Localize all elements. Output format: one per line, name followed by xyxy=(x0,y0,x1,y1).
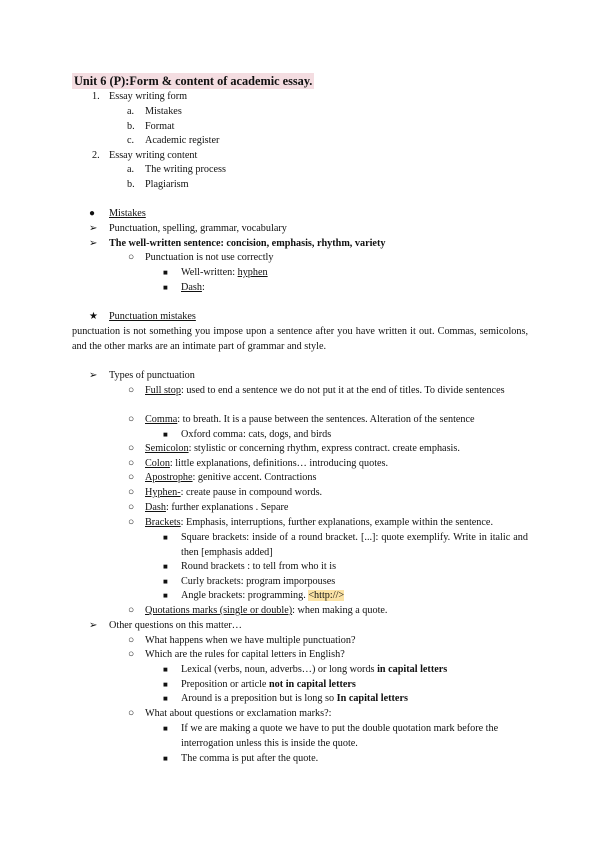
toc-item: Essay writing form xyxy=(109,91,188,102)
paragraph: punctuation is not something you impose upon a sentence after you have written it out. Commas, semicolons, and the other marks are an intimate part of grammar and style. xyxy=(72,326,528,352)
term-link: Dash xyxy=(181,282,202,293)
list-letter: a. xyxy=(127,164,135,175)
list-item xyxy=(181,266,268,281)
toc-item: Mistakes xyxy=(145,106,182,117)
list-item xyxy=(145,457,388,472)
item-text: : genitive accent. Contractions xyxy=(192,472,317,483)
item-text: : used to end a sentence we do not put it at the end of titles. To divide sentences xyxy=(180,385,505,396)
circle-bullet-icon: ○ xyxy=(128,649,135,660)
term-link: Semicolon xyxy=(145,443,189,454)
term-link: Dash xyxy=(145,502,166,513)
list-item xyxy=(145,384,528,399)
list-item: The well-written sentence: concision, emphasis, rhythm, variety xyxy=(109,238,386,249)
toc-item: Essay writing content xyxy=(109,150,198,161)
document-title: Unit 6 (P):Form & content of academic essay. xyxy=(74,74,313,88)
term-link: Full stop xyxy=(145,385,181,396)
heading-text: Punctuation mistakes xyxy=(109,311,196,322)
circle-bullet-icon: ○ xyxy=(128,487,135,498)
arrow-bullet-icon: ➢ xyxy=(89,370,98,381)
list-item: What about questions or exclamation marks?: xyxy=(145,708,332,719)
list-item: Types of punctuation xyxy=(109,370,195,381)
circle-bullet-icon: ○ xyxy=(128,252,135,263)
circle-bullet-icon: ○ xyxy=(128,472,135,483)
square-bullet-icon: ■ xyxy=(163,283,168,292)
bold-text: in capital letters xyxy=(377,664,448,675)
circle-bullet-icon: ○ xyxy=(128,635,135,646)
bold-text: not in capital letters xyxy=(269,679,356,690)
section-heading xyxy=(109,207,146,222)
term-link: Brackets xyxy=(145,517,181,528)
item-text: Angle brackets: programming. xyxy=(181,590,309,601)
item-text: : xyxy=(201,282,205,293)
list-item: Curly brackets: program imporpouses xyxy=(181,576,336,587)
term-link: Hyphen- xyxy=(145,487,181,498)
list-item: The comma is put after the quote. xyxy=(181,753,319,764)
list-item: Round brackets : to tell from who it is xyxy=(181,561,337,572)
list-item xyxy=(181,663,447,678)
heading-text: Mistakes xyxy=(109,208,146,219)
term-link: Apostrophe xyxy=(145,472,193,483)
square-bullet-icon: ■ xyxy=(163,591,168,600)
list-item xyxy=(145,516,493,531)
arrow-bullet-icon: ➢ xyxy=(89,238,98,249)
arrow-bullet-icon: ➢ xyxy=(89,223,98,234)
toc-item: Academic register xyxy=(145,135,220,146)
square-bullet-icon: ■ xyxy=(163,724,168,733)
list-item xyxy=(181,281,205,296)
list-item xyxy=(145,471,316,486)
list-item xyxy=(181,678,356,693)
arrow-bullet-icon: ➢ xyxy=(89,620,98,631)
list-letter: a. xyxy=(127,106,135,117)
square-bullet-icon: ■ xyxy=(163,533,168,542)
item-text: Lexical (verbs, noun, adverbs…) or long words xyxy=(181,664,378,675)
toc-item: Format xyxy=(145,121,175,132)
circle-bullet-icon: ○ xyxy=(128,414,135,425)
star-bullet-icon: ★ xyxy=(89,311,99,322)
circle-bullet-icon: ○ xyxy=(128,517,135,528)
toc-item: The writing process xyxy=(145,164,226,175)
toc-item: Plagiarism xyxy=(145,179,189,190)
square-bullet-icon: ■ xyxy=(163,754,168,763)
circle-bullet-icon: ○ xyxy=(128,502,135,513)
list-item: Other questions on this matter… xyxy=(109,620,242,631)
item-text: : to breath. It is a pause between the sentences. Alteration of the sentence xyxy=(177,414,475,425)
circle-bullet-icon: ○ xyxy=(128,385,135,396)
item-text: Well-written: xyxy=(181,267,238,278)
list-item: If we are making a quote we have to put the double quotation mark before the interrogation unless this is inside the quote. xyxy=(181,723,499,749)
circle-bullet-icon: ○ xyxy=(128,458,135,469)
item-text: Preposition or article xyxy=(181,679,269,690)
list-letter: b. xyxy=(127,179,135,190)
list-item: What happens when we have multiple punctuation? xyxy=(145,635,356,646)
section-heading xyxy=(109,310,196,325)
list-item xyxy=(145,442,460,457)
list-number: 2. xyxy=(92,150,100,161)
list-number: 1. xyxy=(92,91,100,102)
term-link: Colon xyxy=(145,458,170,469)
item-text: : stylistic or concerning rhythm, express contract. create emphasis. xyxy=(188,443,460,454)
circle-bullet-icon: ○ xyxy=(128,443,135,454)
square-bullet-icon: ■ xyxy=(163,562,168,571)
item-text: : little explanations, definitions… introducing quotes. xyxy=(169,458,389,469)
list-item: Punctuation is not use correctly xyxy=(145,252,274,263)
square-bullet-icon: ■ xyxy=(163,665,168,674)
list-item xyxy=(145,604,387,619)
list-item xyxy=(181,692,408,707)
square-bullet-icon: ■ xyxy=(163,268,168,277)
bold-text: In capital letters xyxy=(336,693,408,704)
square-bullet-icon: ■ xyxy=(163,430,168,439)
item-text: Around is a preposition but is long so xyxy=(181,693,337,704)
code-highlight: <http://> xyxy=(308,590,345,601)
circle-bullet-icon: ○ xyxy=(128,605,135,616)
list-item xyxy=(145,501,288,516)
item-text: : further explanations . Separe xyxy=(165,502,289,513)
square-bullet-icon: ■ xyxy=(163,680,168,689)
list-item xyxy=(181,589,344,604)
list-item xyxy=(145,413,475,428)
item-text: : create pause in compound words. xyxy=(180,487,323,498)
square-bullet-icon: ■ xyxy=(163,694,168,703)
circle-bullet-icon: ○ xyxy=(128,708,135,719)
list-item: Punctuation, spelling, grammar, vocabulary xyxy=(109,223,287,234)
item-text: : when making a quote. xyxy=(292,605,388,616)
bullet-dot-icon: ● xyxy=(89,208,96,219)
list-item: Which are the rules for capital letters in English? xyxy=(145,649,345,660)
item-text: : Emphasis, interruptions, further explanations, example within the sentence. xyxy=(180,517,493,528)
square-bullet-icon: ■ xyxy=(163,577,168,586)
list-letter: b. xyxy=(127,121,135,132)
list-letter: c. xyxy=(127,135,135,146)
list-item xyxy=(145,486,322,501)
list-item: Square brackets: inside of a round bracket. [...]: quote exemplify. Write in italic and then [emphasis added] xyxy=(181,532,528,558)
list-item: Oxford comma: cats, dogs, and birds xyxy=(181,429,332,440)
term-link: Quotations marks (single or double) xyxy=(145,605,293,616)
term-link: hyphen xyxy=(237,267,268,278)
term-link: Comma xyxy=(145,414,178,425)
